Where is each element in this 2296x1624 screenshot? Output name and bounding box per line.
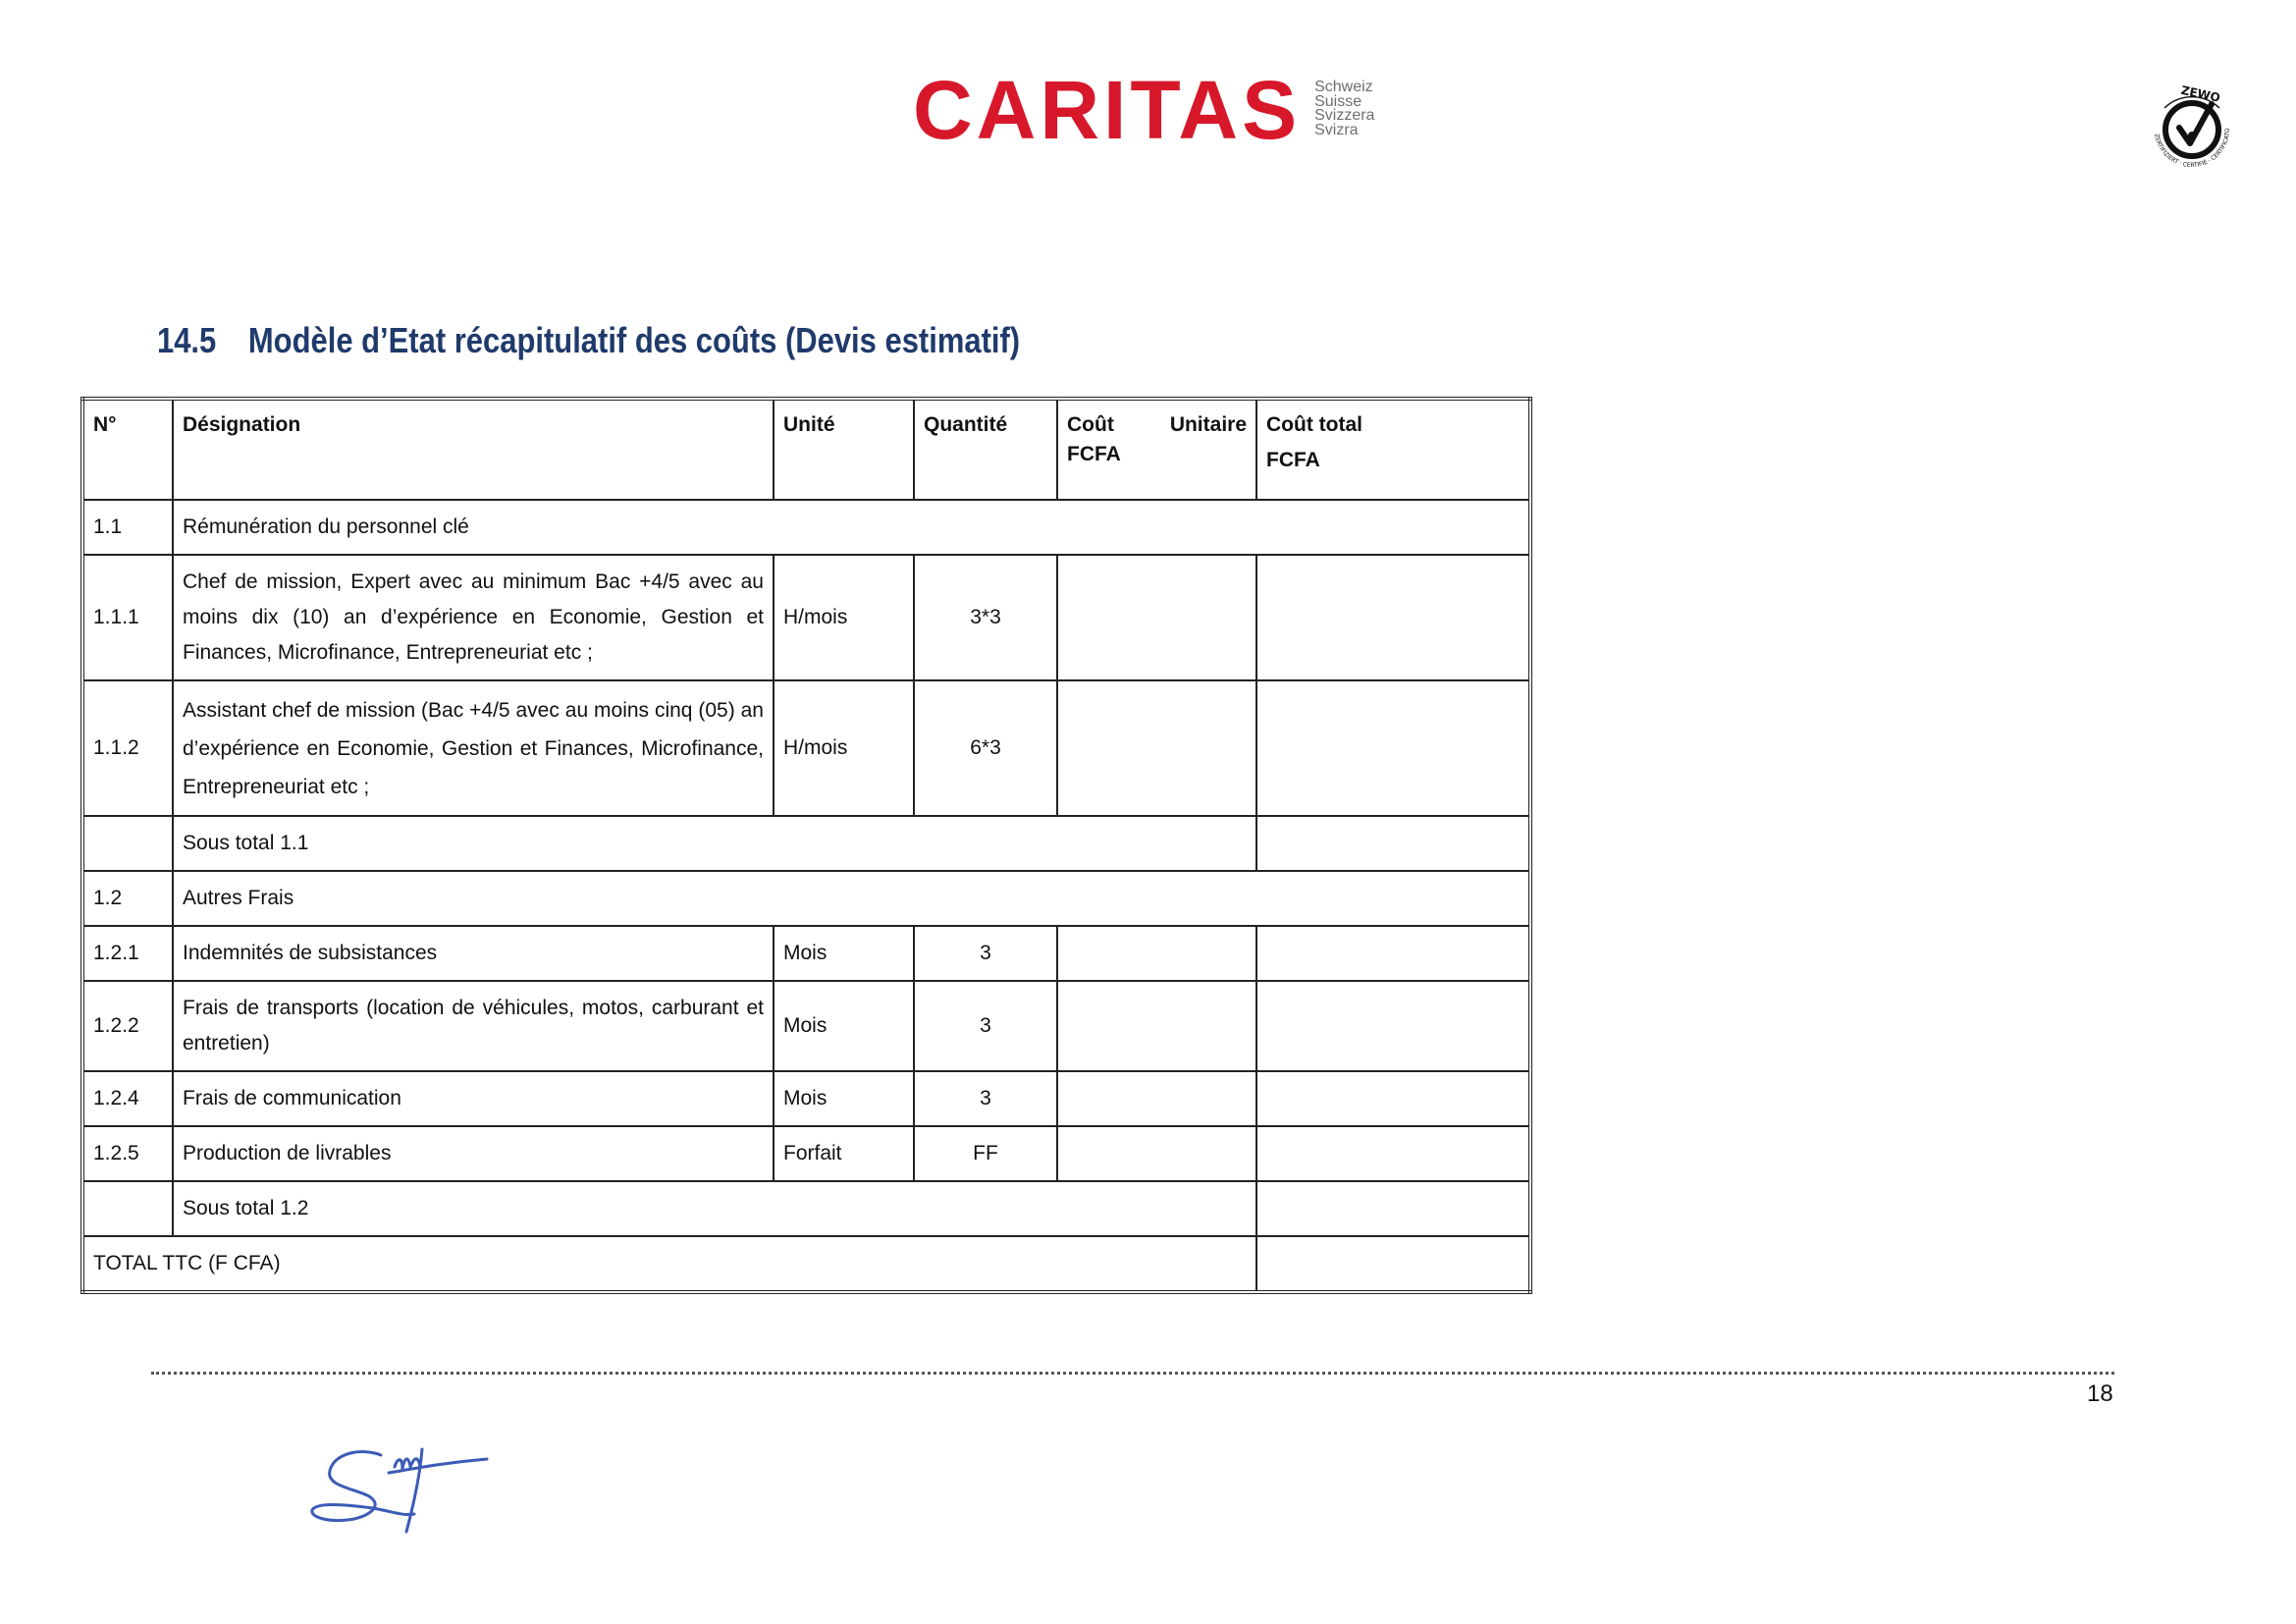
page-number: 18 (2087, 1380, 2113, 1407)
section-title-text: Modèle d’Etat récapitulatif des coûts (Devis estimatif) (247, 320, 1021, 360)
row-quantite: FF (914, 1126, 1057, 1181)
table-header-row (82, 399, 1530, 500)
section-label: Rémunération du personnel clé (173, 500, 1530, 555)
row-designation: Assistant chef de mission (Bac +4/5 avec au moins cinq (05) an d’expérience en Economie, Gestion et Finances, Microfinance, Entrepreneuriat etc ; (173, 680, 774, 816)
row-cout-total (1256, 981, 1530, 1071)
header-cout-unitaire (1057, 399, 1256, 500)
table-row (82, 680, 1530, 816)
row-no: 1.2.1 (82, 926, 173, 981)
section-no: 1.2 (82, 871, 173, 926)
row-cout-unitaire (1057, 680, 1256, 816)
row-quantite: 3 (914, 1071, 1057, 1126)
table-row (82, 1126, 1530, 1181)
row-designation: Chef de mission, Expert avec au minimum Bac +4/5 avec au moins dix (10) an d’expérience en Economie, Gestion et Finances, Microfinance, Entrepreneuriat etc ; (173, 555, 774, 680)
row-no: 1.2.4 (82, 1071, 173, 1126)
row-unite: Mois (774, 981, 914, 1071)
caritas-logo (913, 64, 1375, 156)
table-row (82, 926, 1530, 981)
header-cout-total-a: Coût total (1266, 413, 1362, 436)
row-unite: Mois (774, 1071, 914, 1126)
caritas-country-list (1314, 81, 1374, 137)
row-cout-total (1256, 1071, 1530, 1126)
row-designation: Frais de transports (location de véhicules, motos, carburant et entretien) (173, 981, 774, 1071)
svg-text:ZERTIFIZIERT · CERTIFIÉ · CERT: ZERTIFIZIERT · CERTIFIÉ · CERTIFICATO (2153, 128, 2232, 170)
row-quantite: 3 (914, 926, 1057, 981)
row-designation: Production de livrables (173, 1126, 774, 1181)
subtotal-value (1256, 816, 1530, 871)
header-cout-unitaire-b: Unitaire (1169, 413, 1247, 436)
row-unite: Mois (774, 926, 914, 981)
section-number: 14.5 (157, 320, 217, 360)
table-row (82, 981, 1530, 1071)
row-no: 1.1.2 (82, 680, 173, 816)
section-no: 1.1 (82, 500, 173, 555)
row-quantite: 3*3 (914, 555, 1057, 680)
header-cout-unitaire-c: FCFA (1067, 443, 1121, 465)
row-cout-unitaire (1057, 1071, 1256, 1126)
row-cout-total (1256, 555, 1530, 680)
row-cout-unitaire (1057, 1126, 1256, 1181)
row-designation: Indemnités de subsistances (173, 926, 774, 981)
row-cout-unitaire (1057, 981, 1256, 1071)
footer-divider (151, 1372, 2114, 1375)
row-designation: Frais de communication (173, 1071, 774, 1126)
row-unite: H/mois (774, 680, 914, 816)
svg-text:ZEWO: ZEWO (2179, 82, 2222, 105)
subtotal-empty-cell (82, 816, 173, 871)
row-cout-unitaire (1057, 926, 1256, 981)
row-no: 1.2.5 (82, 1126, 173, 1181)
header-cout-total-b: FCFA (1266, 449, 1320, 471)
table-row (82, 555, 1530, 680)
caritas-sub-svizzera: Svizzera (1314, 107, 1375, 124)
row-cout-total (1256, 680, 1530, 816)
subtotal-row (82, 816, 1530, 871)
row-cout-unitaire (1057, 555, 1256, 680)
table-row (82, 871, 1530, 926)
header-no: N° (82, 399, 173, 500)
caritas-wordmark: CARITAS (913, 64, 1302, 156)
table-row (82, 500, 1530, 555)
row-cout-total (1256, 926, 1530, 981)
header-unite: Unité (774, 399, 914, 500)
row-cout-total (1256, 1126, 1530, 1181)
subtotal-label: Sous total 1.1 (173, 816, 1256, 871)
cost-table-container (80, 397, 1532, 1294)
caritas-sub-schweiz: Schweiz (1314, 79, 1373, 95)
header-cout-total (1256, 399, 1530, 500)
total-label: TOTAL TTC (F CFA) (82, 1236, 1256, 1292)
row-no: 1.1.1 (82, 555, 173, 680)
caritas-sub-svizra: Svizra (1314, 121, 1359, 138)
cost-summary-table (80, 397, 1532, 1294)
row-quantite: 3 (914, 981, 1057, 1071)
subtotal-empty-cell (82, 1181, 173, 1236)
row-unite: H/mois (774, 555, 914, 680)
row-quantite: 6*3 (914, 680, 1057, 816)
header-quantite: Quantité (914, 399, 1057, 500)
header-cout-unitaire-a: Coût (1067, 413, 1114, 436)
section-heading (157, 320, 1020, 361)
row-unite: Forfait (774, 1126, 914, 1181)
subtotal-value (1256, 1181, 1530, 1236)
header-designation: Désignation (173, 399, 774, 500)
total-value (1256, 1236, 1530, 1292)
subtotal-row (82, 1181, 1530, 1236)
section-label: Autres Frais (173, 871, 1530, 926)
zewo-seal-icon (2143, 79, 2241, 177)
table-row (82, 1071, 1530, 1126)
signature-initials (304, 1434, 501, 1551)
total-row (82, 1236, 1530, 1292)
subtotal-label: Sous total 1.2 (173, 1181, 1256, 1236)
caritas-sub-suisse: Suisse (1314, 92, 1362, 110)
row-no: 1.2.2 (82, 981, 173, 1071)
